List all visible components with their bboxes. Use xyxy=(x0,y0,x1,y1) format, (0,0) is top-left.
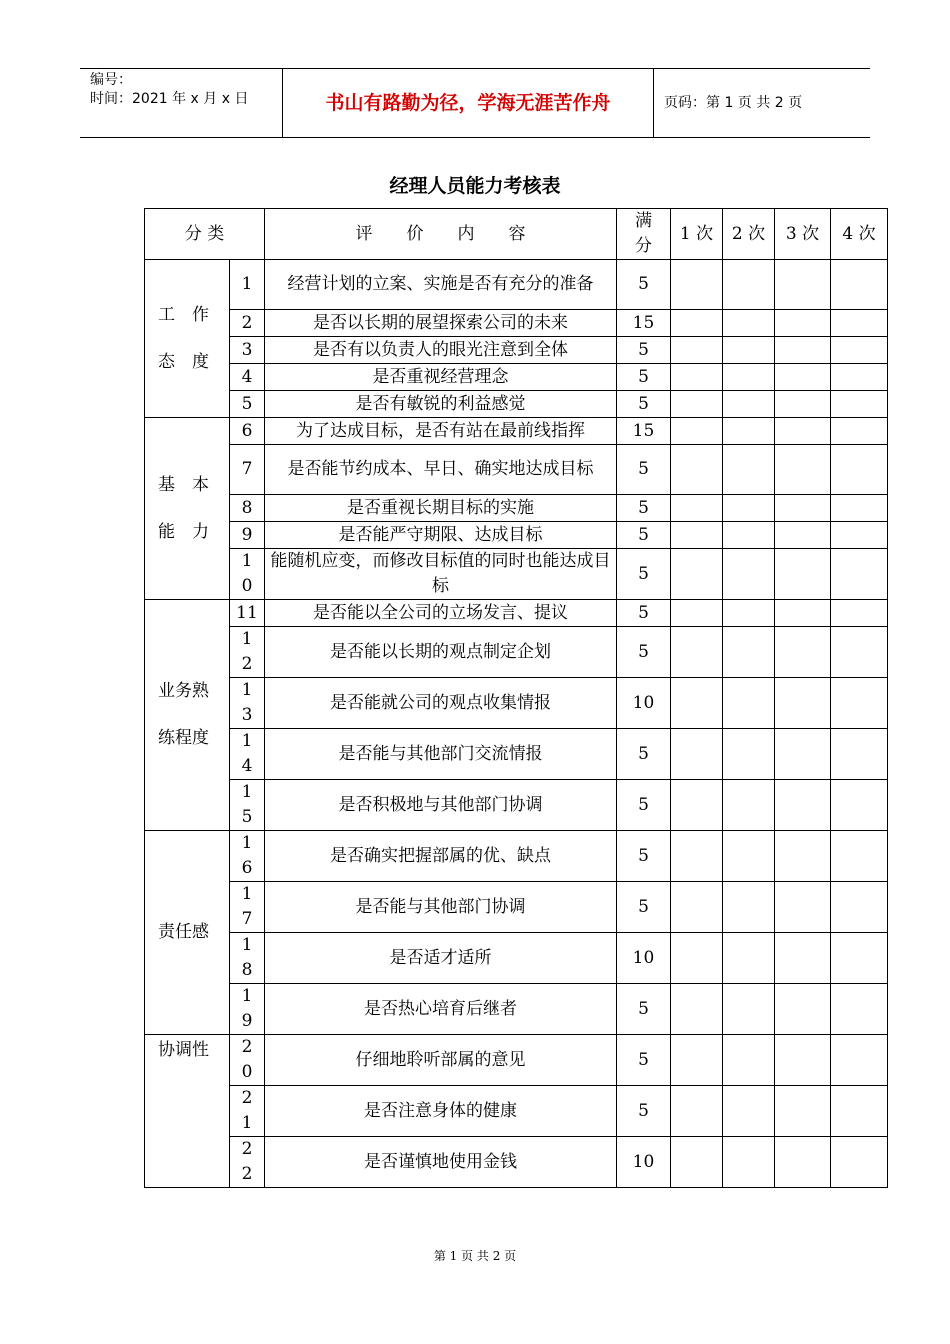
item-number: 13 xyxy=(230,678,265,729)
score-input-round-1[interactable] xyxy=(671,933,723,984)
item-full-score: 10 xyxy=(617,1137,671,1188)
score-input-round-4[interactable] xyxy=(831,678,888,729)
item-number: 18 xyxy=(230,933,265,984)
item-full-score: 5 xyxy=(617,780,671,831)
col-content: 评 价 内 容 xyxy=(265,209,617,260)
header-page-info: 页码：第 1 页 共 2 页 xyxy=(664,95,803,111)
score-input-round-2[interactable] xyxy=(723,495,775,522)
item-number: 3 xyxy=(230,337,265,364)
table-row xyxy=(145,522,888,549)
item-number: 5 xyxy=(230,391,265,418)
item-content: 是否能以全公司的立场发言、提议 xyxy=(265,600,617,627)
item-content: 是否重视经营理念 xyxy=(265,364,617,391)
score-input-round-2[interactable] xyxy=(723,729,775,780)
score-input-round-1[interactable] xyxy=(671,418,723,445)
score-input-round-4[interactable] xyxy=(831,495,888,522)
item-content: 是否以长期的展望探索公司的未来 xyxy=(265,310,617,337)
table-row xyxy=(145,600,888,627)
item-number: 14 xyxy=(230,729,265,780)
score-input-round-1[interactable] xyxy=(671,310,723,337)
item-full-score: 15 xyxy=(617,310,671,337)
item-content: 是否谨慎地使用金钱 xyxy=(265,1137,617,1188)
item-content: 是否注意身体的健康 xyxy=(265,1086,617,1137)
score-input-round-3[interactable] xyxy=(775,445,831,495)
table-row xyxy=(145,678,888,729)
score-input-round-4[interactable] xyxy=(831,882,888,933)
category-label: 责任感 xyxy=(158,922,209,942)
score-input-round-1[interactable] xyxy=(671,1137,723,1188)
item-number: 17 xyxy=(230,882,265,933)
score-input-round-1[interactable] xyxy=(671,337,723,364)
item-number: 4 xyxy=(230,364,265,391)
score-input-round-2[interactable] xyxy=(723,337,775,364)
category-label: 态 度 xyxy=(158,351,209,372)
score-input-round-1[interactable] xyxy=(671,627,723,678)
table-row xyxy=(145,729,888,780)
score-input-round-4[interactable] xyxy=(831,729,888,780)
table-row xyxy=(145,1035,888,1086)
table-row xyxy=(145,310,888,337)
score-input-round-3[interactable] xyxy=(775,1086,831,1137)
score-input-round-2[interactable] xyxy=(723,600,775,627)
score-input-round-4[interactable] xyxy=(831,364,888,391)
score-input-round-3[interactable] xyxy=(775,831,831,882)
score-input-round-2[interactable] xyxy=(723,1137,775,1188)
table-row xyxy=(145,831,888,882)
item-number: 8 xyxy=(230,495,265,522)
item-number: 12 xyxy=(230,627,265,678)
score-input-round-3[interactable] xyxy=(775,678,831,729)
table-row xyxy=(145,364,888,391)
page-header xyxy=(80,68,870,138)
score-input-round-1[interactable] xyxy=(671,831,723,882)
header-meta xyxy=(80,69,282,137)
item-content: 是否有以负责人的眼光注意到全体 xyxy=(265,337,617,364)
table-row xyxy=(145,882,888,933)
score-input-round-2[interactable] xyxy=(723,418,775,445)
score-input-round-3[interactable] xyxy=(775,729,831,780)
score-input-round-3[interactable] xyxy=(775,337,831,364)
item-content: 是否积极地与其他部门协调 xyxy=(265,780,617,831)
item-full-score: 5 xyxy=(617,337,671,364)
item-content: 是否能与其他部门协调 xyxy=(265,882,617,933)
table-row xyxy=(145,391,888,418)
table-row xyxy=(145,445,888,495)
item-full-score: 5 xyxy=(617,729,671,780)
item-full-score: 5 xyxy=(617,549,671,600)
doc-number-label: 编号： xyxy=(90,72,132,88)
score-input-round-3[interactable] xyxy=(775,1035,831,1086)
item-number: 21 xyxy=(230,1086,265,1137)
category-cell xyxy=(145,600,230,831)
score-input-round-2[interactable] xyxy=(723,984,775,1035)
score-input-round-2[interactable] xyxy=(723,364,775,391)
score-input-round-1[interactable] xyxy=(671,600,723,627)
col-full-score: 满分 xyxy=(617,209,671,260)
score-input-round-2[interactable] xyxy=(723,627,775,678)
item-content: 是否能就公司的观点收集情报 xyxy=(265,678,617,729)
score-input-round-4[interactable] xyxy=(831,522,888,549)
item-content: 是否能节约成本、早日、确实地达成目标 xyxy=(265,445,617,495)
score-input-round-1[interactable] xyxy=(671,882,723,933)
item-full-score: 10 xyxy=(617,678,671,729)
item-content: 为了达成目标，是否有站在最前线指挥 xyxy=(265,418,617,445)
item-full-score: 15 xyxy=(617,418,671,445)
score-input-round-1[interactable] xyxy=(671,678,723,729)
item-content: 仔细地聆听部属的意见 xyxy=(265,1035,617,1086)
table-row xyxy=(145,418,888,445)
score-input-round-2[interactable] xyxy=(723,522,775,549)
item-full-score: 5 xyxy=(617,1035,671,1086)
item-number: 7 xyxy=(230,445,265,495)
item-full-score: 5 xyxy=(617,1086,671,1137)
score-input-round-2[interactable] xyxy=(723,310,775,337)
score-input-round-4[interactable] xyxy=(831,831,888,882)
score-input-round-2[interactable] xyxy=(723,678,775,729)
table-header-row xyxy=(145,209,888,260)
item-content: 是否能以长期的观点制定企划 xyxy=(265,627,617,678)
score-input-round-3[interactable] xyxy=(775,549,831,600)
score-input-round-3[interactable] xyxy=(775,391,831,418)
table-row xyxy=(145,984,888,1035)
item-content: 是否确实把握部属的优、缺点 xyxy=(265,831,617,882)
table-row xyxy=(145,495,888,522)
category-cell xyxy=(145,418,230,600)
page-footer: 第 1 页 共 2 页 xyxy=(433,1249,517,1263)
item-full-score: 5 xyxy=(617,364,671,391)
category-label: 工 作 xyxy=(158,304,209,325)
item-content: 是否热心培育后继者 xyxy=(265,984,617,1035)
score-input-round-3[interactable] xyxy=(775,260,831,310)
score-input-round-3[interactable] xyxy=(775,600,831,627)
item-number: 15 xyxy=(230,780,265,831)
score-input-round-3[interactable] xyxy=(775,522,831,549)
score-input-round-1[interactable] xyxy=(671,445,723,495)
score-input-round-1[interactable] xyxy=(671,1035,723,1086)
table-row xyxy=(145,933,888,984)
item-full-score: 5 xyxy=(617,260,671,310)
table-row xyxy=(145,260,888,310)
score-input-round-3[interactable] xyxy=(775,780,831,831)
item-full-score: 5 xyxy=(617,445,671,495)
score-input-round-4[interactable] xyxy=(831,391,888,418)
score-input-round-1[interactable] xyxy=(671,729,723,780)
table-row xyxy=(145,627,888,678)
score-input-round-2[interactable] xyxy=(723,260,775,310)
score-input-round-3[interactable] xyxy=(775,933,831,984)
score-input-round-4[interactable] xyxy=(831,1086,888,1137)
score-input-round-2[interactable] xyxy=(723,1035,775,1086)
item-number: 6 xyxy=(230,418,265,445)
score-input-round-1[interactable] xyxy=(671,984,723,1035)
score-input-round-1[interactable] xyxy=(671,495,723,522)
item-number: 9 xyxy=(230,522,265,549)
score-input-round-4[interactable] xyxy=(831,933,888,984)
score-input-round-2[interactable] xyxy=(723,780,775,831)
item-full-score: 5 xyxy=(617,495,671,522)
score-input-round-2[interactable] xyxy=(723,933,775,984)
score-input-round-2[interactable] xyxy=(723,1086,775,1137)
score-input-round-4[interactable] xyxy=(831,310,888,337)
category-label: 业务熟 xyxy=(158,681,209,701)
col-round-1: 1 次 xyxy=(671,209,723,260)
score-input-round-3[interactable] xyxy=(775,882,831,933)
item-full-score: 5 xyxy=(617,984,671,1035)
score-input-round-1[interactable] xyxy=(671,549,723,600)
category-label: 协调性 xyxy=(158,1040,209,1060)
score-input-round-4[interactable] xyxy=(831,260,888,310)
table-row xyxy=(145,1137,888,1188)
item-content: 经营计划的立案、实施是否有充分的准备 xyxy=(265,260,617,310)
score-input-round-4[interactable] xyxy=(831,627,888,678)
score-input-round-3[interactable] xyxy=(775,1137,831,1188)
score-input-round-4[interactable] xyxy=(831,418,888,445)
item-full-score: 5 xyxy=(617,522,671,549)
score-input-round-3[interactable] xyxy=(775,627,831,678)
form-title: 经理人员能力考核表 xyxy=(389,175,561,197)
score-input-round-4[interactable] xyxy=(831,1035,888,1086)
score-input-round-2[interactable] xyxy=(723,549,775,600)
doc-date-label: 时间：2021 年 x 月 x 日 xyxy=(90,91,249,107)
item-content: 是否能严守期限、达成目标 xyxy=(265,522,617,549)
score-input-round-1[interactable] xyxy=(671,522,723,549)
item-full-score: 10 xyxy=(617,933,671,984)
score-input-round-2[interactable] xyxy=(723,445,775,495)
item-number: 10 xyxy=(230,549,265,600)
col-category: 分 类 xyxy=(145,209,265,260)
item-full-score: 5 xyxy=(617,391,671,418)
score-input-round-3[interactable] xyxy=(775,984,831,1035)
item-number: 11 xyxy=(230,600,265,627)
score-input-round-4[interactable] xyxy=(831,1137,888,1188)
col-round-2: 2 次 xyxy=(723,209,775,260)
col-round-4: 4 次 xyxy=(831,209,888,260)
score-input-round-2[interactable] xyxy=(723,391,775,418)
table-row xyxy=(145,549,888,600)
score-input-round-1[interactable] xyxy=(671,260,723,310)
item-number: 19 xyxy=(230,984,265,1035)
category-label: 基 本 xyxy=(158,474,209,495)
score-input-round-1[interactable] xyxy=(671,780,723,831)
item-full-score: 5 xyxy=(617,831,671,882)
score-input-round-1[interactable] xyxy=(671,1086,723,1137)
score-input-round-4[interactable] xyxy=(831,780,888,831)
item-content: 是否能与其他部门交流情报 xyxy=(265,729,617,780)
category-cell xyxy=(145,1035,230,1188)
item-content: 是否有敏锐的利益感觉 xyxy=(265,391,617,418)
col-round-3: 3 次 xyxy=(775,209,831,260)
category-label: 能 力 xyxy=(158,521,209,542)
score-input-round-3[interactable] xyxy=(775,418,831,445)
score-input-round-4[interactable] xyxy=(831,600,888,627)
score-input-round-4[interactable] xyxy=(831,445,888,495)
item-full-score: 5 xyxy=(617,882,671,933)
category-label: 练程度 xyxy=(158,728,209,748)
category-cell xyxy=(145,260,230,418)
score-input-round-4[interactable] xyxy=(831,337,888,364)
item-full-score: 5 xyxy=(617,627,671,678)
score-input-round-1[interactable] xyxy=(671,391,723,418)
item-number: 16 xyxy=(230,831,265,882)
score-input-round-2[interactable] xyxy=(723,882,775,933)
score-input-round-3[interactable] xyxy=(775,310,831,337)
category-cell xyxy=(145,831,230,1035)
item-number: 2 xyxy=(230,310,265,337)
assessment-table xyxy=(144,208,888,1188)
score-input-round-4[interactable] xyxy=(831,549,888,600)
score-input-round-3[interactable] xyxy=(775,495,831,522)
item-full-score: 5 xyxy=(617,600,671,627)
item-number: 1 xyxy=(230,260,265,310)
score-input-round-1[interactable] xyxy=(671,364,723,391)
score-input-round-3[interactable] xyxy=(775,364,831,391)
header-motto: 书山有路勤为径，学海无涯苦作舟 xyxy=(282,69,654,137)
table-row xyxy=(145,780,888,831)
table-row xyxy=(145,337,888,364)
item-number: 20 xyxy=(230,1035,265,1086)
table-row xyxy=(145,1086,888,1137)
item-content: 能随机应变，而修改目标值的同时也能达成目标 xyxy=(265,549,617,600)
item-number: 22 xyxy=(230,1137,265,1188)
score-input-round-2[interactable] xyxy=(723,831,775,882)
score-input-round-4[interactable] xyxy=(831,984,888,1035)
item-content: 是否重视长期目标的实施 xyxy=(265,495,617,522)
item-content: 是否适才适所 xyxy=(265,933,617,984)
